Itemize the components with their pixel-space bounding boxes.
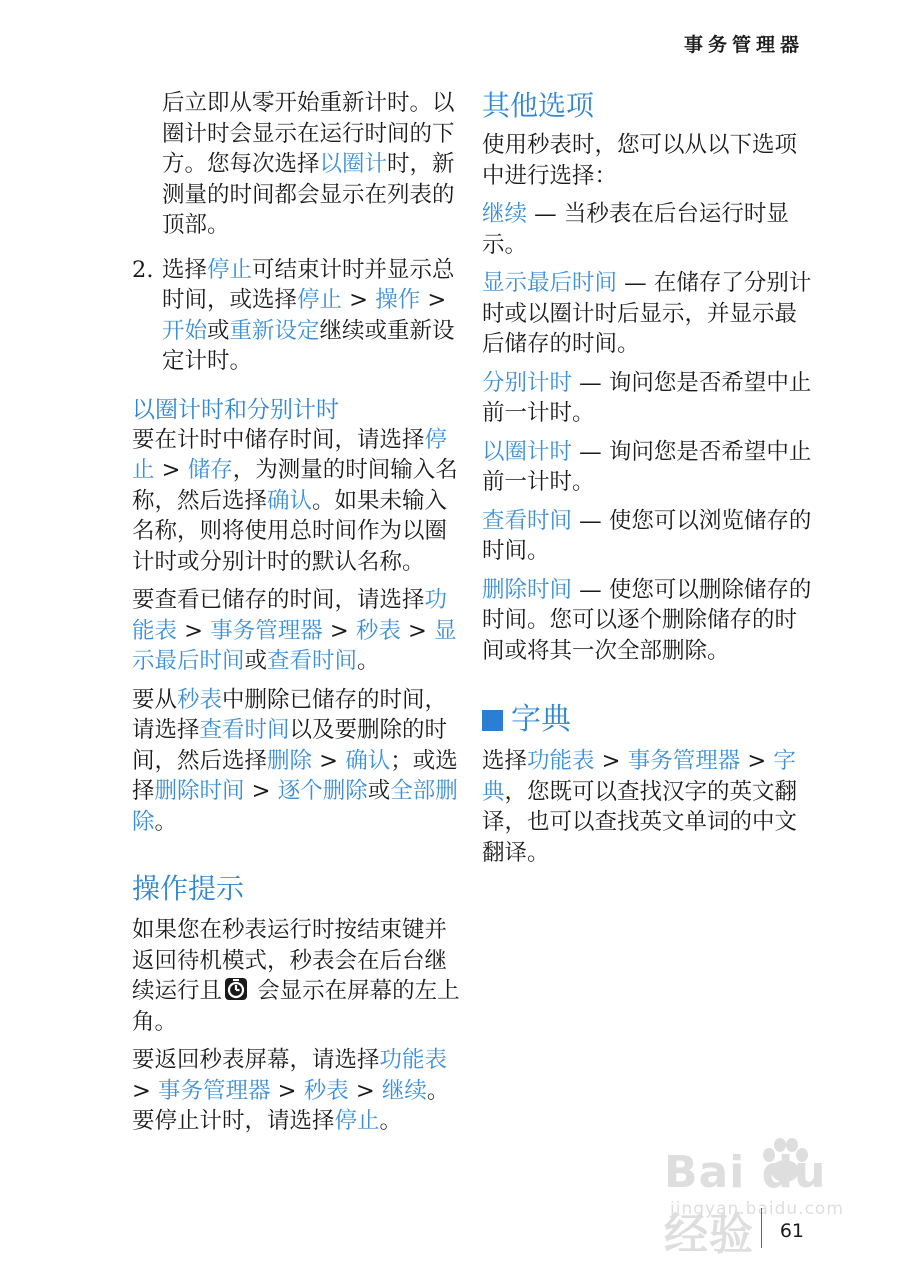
left-column [132,88,462,1145]
option-show-last-time: 显示最后时间 — 在储存了分别计时或以圈计时后显示，并显示最后储存的时间。 [482,270,812,357]
paragraph-delete-time: 要从秒表中删除已储存的时间，请选择查看时间以及要删除的时间，然后选择删除 > 确认；或选择删除时间 > 逐个删除或全部删除。 [132,686,458,835]
heading-other-options: 其他选项 [482,89,595,122]
watermark-brand: Bai du 经验 [664,1147,827,1260]
list-item-2: 2. 选择停止可结束计时并显示总时间，或选择停止 > 操作 > 开始或重新设定继续或重新设定计时。 [132,256,455,374]
heading-dictionary: 字典 [482,700,812,740]
option-lap-timing: 以圈计时 — 询问您是否希望中止前一计时。 [482,438,812,495]
heading-lap-split: 以圈计时和分别计时 [132,396,339,423]
option-delete-time: 删除时间 — 使您可以删除储存的时间。您可以逐个删除储存的时间或将其一次全部删除。 [482,576,812,664]
continued-paragraph: 后立即从零开始重新计时。以圈计时会显示在运行时间的下方。您每次选择以圈计时，新测量的时间都会显示在列表的顶部。 [162,90,455,238]
option-view-time: 查看时间 — 使您可以浏览储存的时间。 [482,507,812,564]
paragraph-view-time: 要查看已储存的时间，请选择功能表 > 事务管理器 > 秒表 > 显示最后时间或查看时间。 [132,587,457,674]
running-header: 事务管理器 [683,34,804,56]
square-bullet-icon [482,710,503,731]
link-lap-timing: 以圈计 [319,151,388,177]
option-continue: 继续 — 当秒表在后台运行时显示。 [482,201,789,258]
list-number: 2. [132,256,154,283]
option-split-timing: 分别计时 — 询问您是否希望中止前一计时。 [482,369,812,426]
paragraph-tips-background: 如果您在秒表运行时按结束键并返回待机模式，秒表会在后台继续运行且 会显示在屏幕的左上角。 [132,917,460,1035]
watermark-url: jingyan.baidu.com [670,1199,844,1219]
paragraph-dictionary: 选择功能表 > 事务管理器 > 字典，您既可以查找汉字的英文翻译，也可以查找英文单词的中文翻译。 [482,748,798,866]
stopwatch-icon [224,977,248,1001]
right-column [482,88,812,876]
paragraph-options-intro: 使用秒表时，您可以从以下选项中进行选择： [482,132,798,189]
heading-tips: 操作提示 [132,872,245,905]
paragraph-save-time: 要在计时中储存时间，请选择停止 > 储存，为测量的时间输入名称，然后选择确认。如果未输入名称，则将使用总时间作为以圈计时或分别计时的默认名称。 [132,426,458,575]
paragraph-tips-return: 要返回秒表屏幕，请选择功能表 > 事务管理器 > 秒表 > 继续。要停止计时，请选择停止。 [132,1047,450,1134]
page-number: 61 [779,1220,804,1242]
